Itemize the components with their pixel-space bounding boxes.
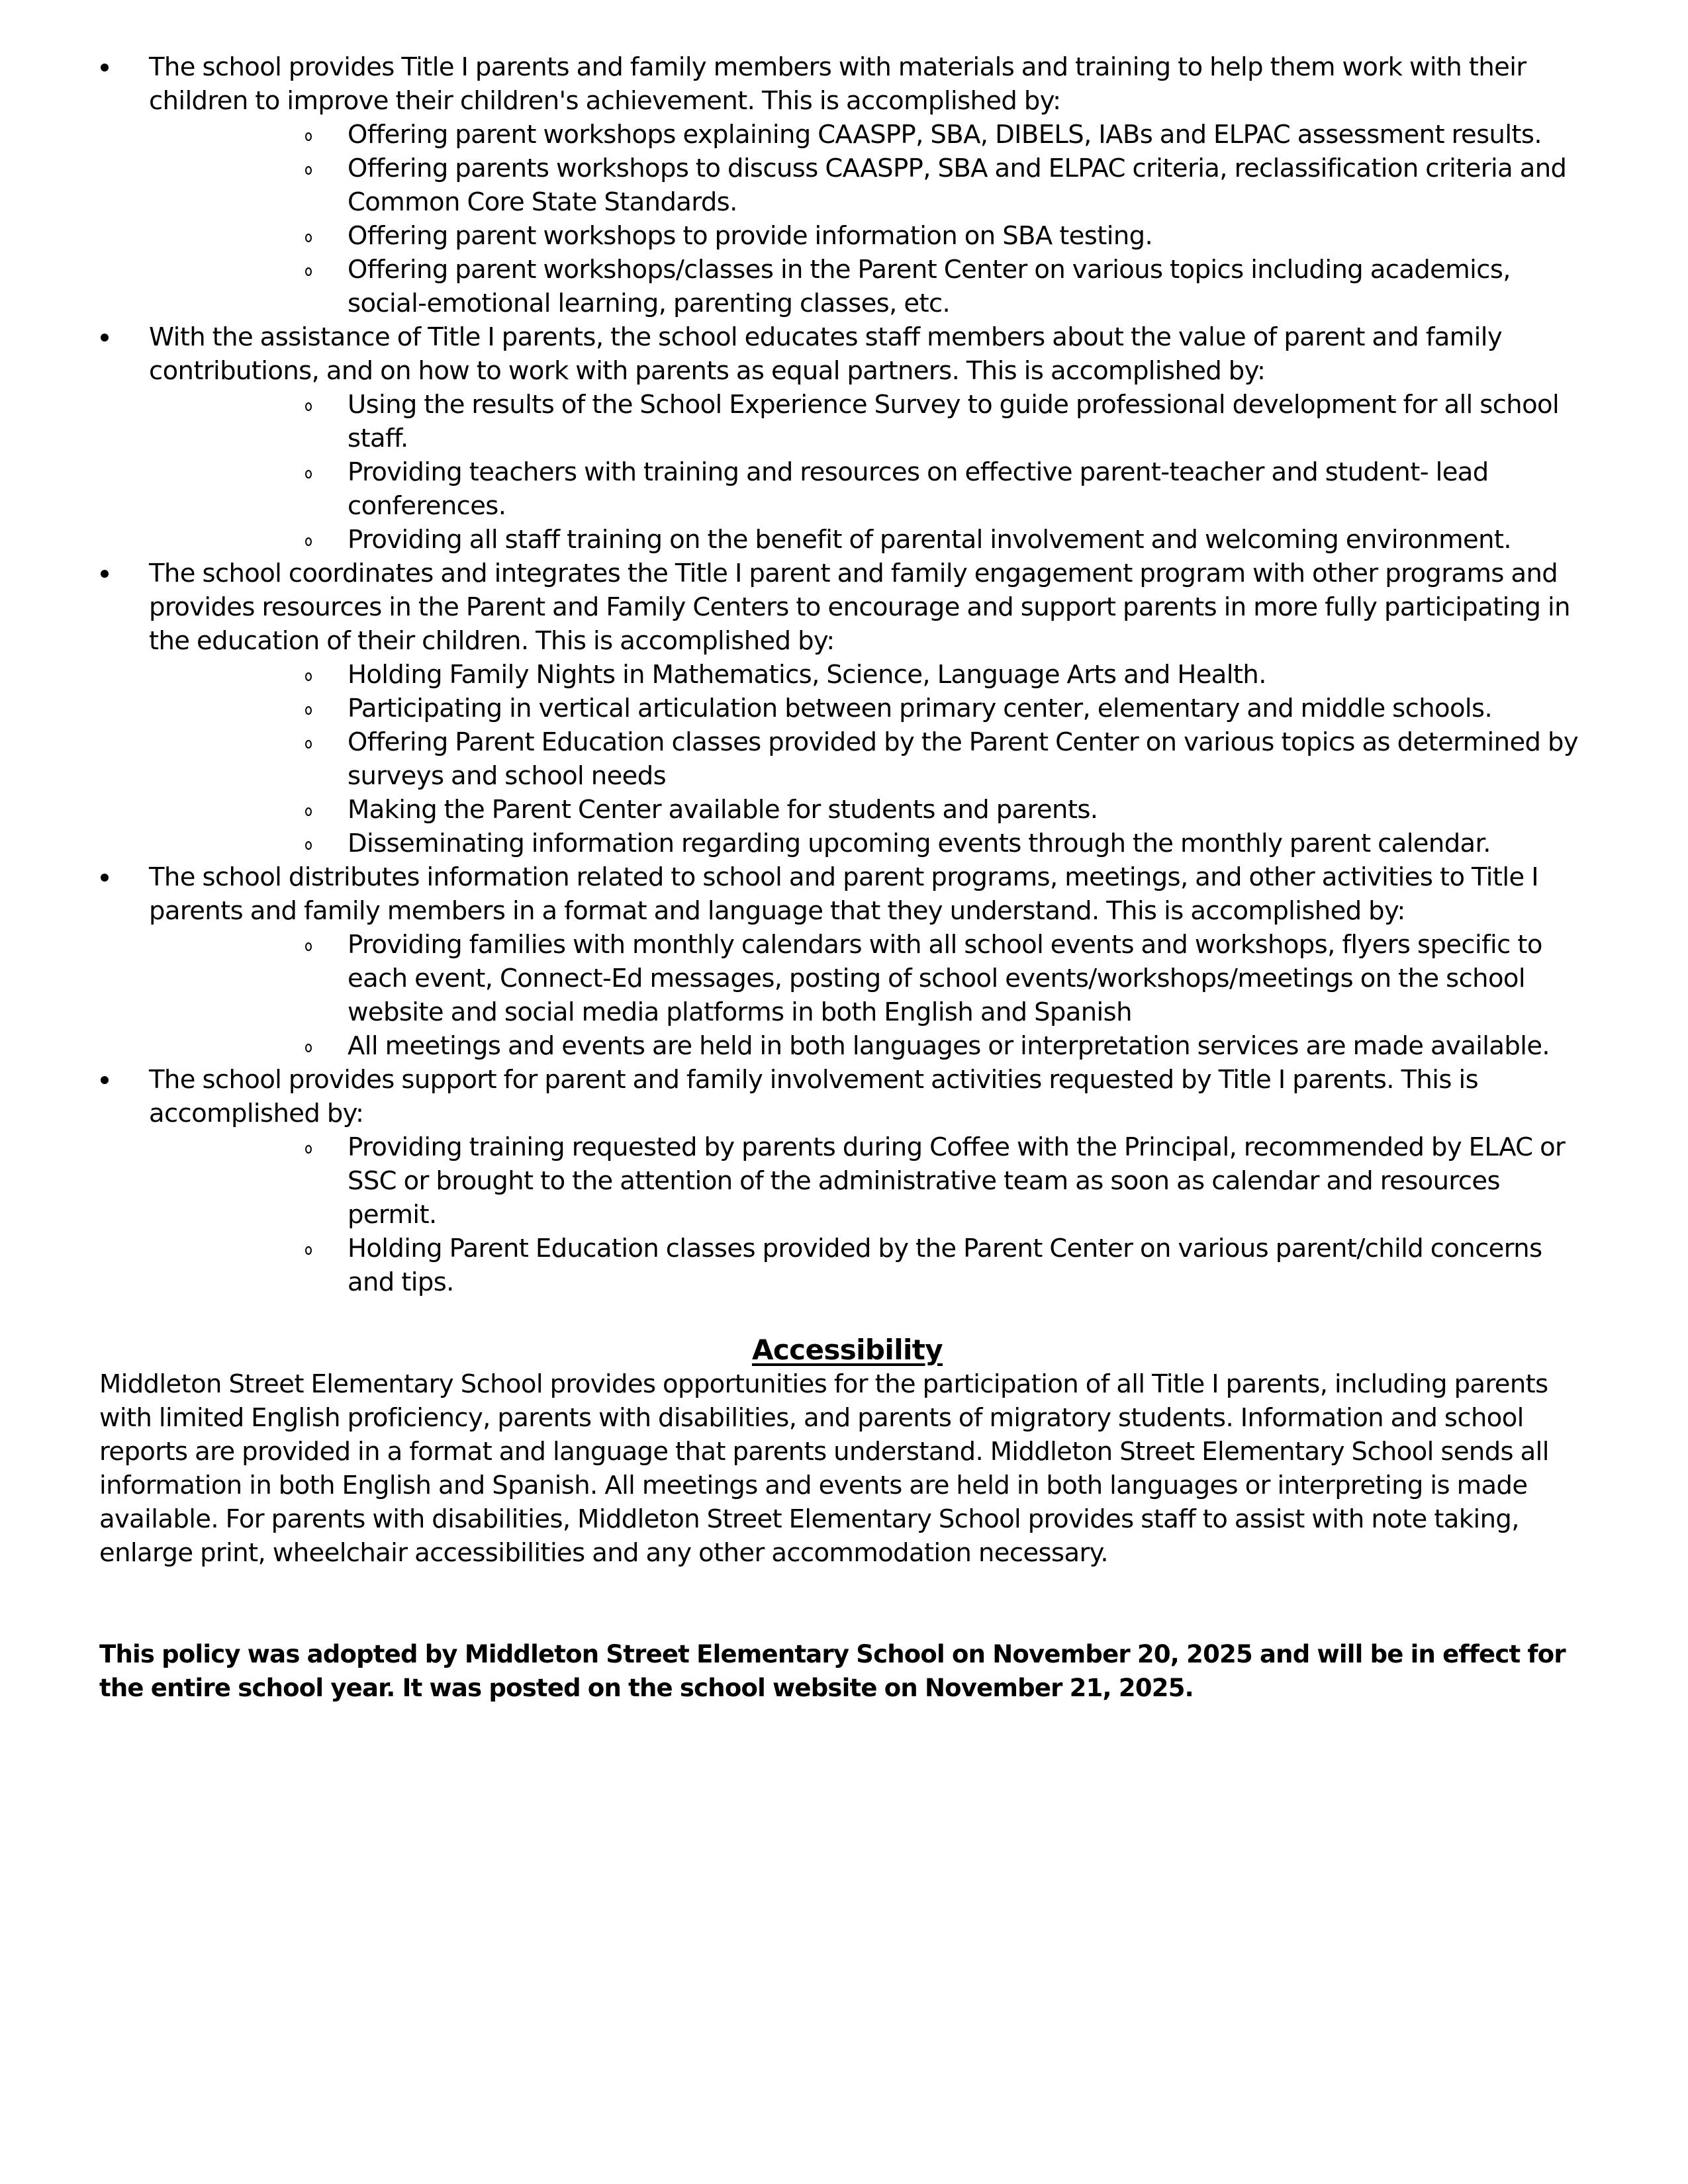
engagement-list [99, 50, 1595, 1299]
sub-list-item-text: Providing teachers with training and resources on effective parent-teacher and student- lead conferences. [348, 457, 1489, 521]
circle-bullet-icon [305, 470, 312, 478]
sub-list-item-text: Using the results of the School Experience Survey to guide professional development for all school staff. [348, 390, 1560, 453]
circle-bullet-icon [305, 1246, 312, 1255]
policy-adoption-note: This policy was adopted by Middleton Street Elementary School on November 20, 2025 and will be in effect for the entire school year. It was posted on the school website on November 21, 2025. [99, 1640, 1566, 1702]
list-item [99, 1063, 1595, 1299]
circle-bullet-icon [305, 1145, 312, 1154]
list-item-text: The school distributes information related to school and parent programs, meetings, and other activities to Title I parents and family members in a format and language that they understand. This is accomplished by: [149, 862, 1538, 926]
bullet-icon [101, 570, 109, 578]
circle-bullet-icon [305, 706, 312, 715]
sub-list-item-text: Participating in vertical articulation between primary center, elementary and middle schools. [348, 694, 1493, 723]
accessibility-paragraph: Middleton Street Elementary School provides opportunities for the participation of all Title I parents, including parents with limited English proficiency, parents with disabilities, and parents of migratory students. Information and school reports are provided in a format and language that parents understand. Middleton Street Elementary School sends all information in both English and Spanish. All meetings and events are held in both languages or interpreting is made available. For parents with disabilities, Middleton Street Elementary School provides staff to assist with note taking, enlarge print, wheelchair accessibilities and any other accommodation necessary. [99, 1369, 1549, 1568]
sub-list-item-text: All meetings and events are held in both languages or interpretation services are made available. [348, 1031, 1550, 1061]
sub-list-item-text: Providing all staff training on the benefit of parental involvement and welcoming environment. [348, 525, 1512, 555]
list-item [99, 860, 1595, 1063]
sub-list-item [149, 1029, 1595, 1063]
sub-list-item [149, 1232, 1595, 1299]
sub-list [149, 1130, 1595, 1299]
sub-list-item [149, 253, 1595, 320]
circle-bullet-icon [305, 942, 312, 951]
circle-bullet-icon [305, 807, 312, 816]
list-item [99, 557, 1595, 860]
sub-list-item-text: Offering parent workshops explaining CAASPP, SBA, DIBELS, IABs and ELPAC assessment results. [348, 120, 1542, 150]
sub-list-item [149, 658, 1595, 692]
sub-list-item [149, 152, 1595, 219]
circle-bullet-icon [305, 402, 312, 411]
circle-bullet-icon [305, 1044, 312, 1052]
sub-list-item-text: Offering parent workshops to provide information on SBA testing. [348, 221, 1153, 251]
bullet-icon [101, 1076, 109, 1084]
sub-list-item [149, 455, 1595, 523]
sub-list [149, 658, 1595, 860]
bullet-icon [101, 64, 109, 71]
sub-list-item-text: Making the Parent Center available for students and parents. [348, 795, 1098, 825]
sub-list [149, 118, 1595, 320]
list-item [99, 50, 1595, 320]
sub-list-item-text: Offering parents workshops to discuss CAASPP, SBA and ELPAC criteria, reclassification criteria and Common Core State Standards. [348, 154, 1567, 217]
sub-list-item [149, 219, 1595, 253]
sub-list-item [149, 928, 1595, 1029]
sub-list-item-text: Providing families with monthly calendars with all school events and workshops, flyers specific to each event, Connect-Ed messages, posting of school events/workshops/meetings on the school website and social media platforms in both English and Spanish [348, 930, 1542, 1027]
list-item-text: With the assistance of Title I parents, the school educates staff members about the value of parent and family contributions, and on how to work with parents as equal partners. This is accomplished by: [149, 322, 1503, 386]
accessibility-heading: Accessibility [751, 1334, 943, 1366]
circle-bullet-icon [305, 132, 312, 141]
circle-bullet-icon [305, 267, 312, 276]
bullet-icon [101, 874, 109, 882]
sub-list-item [149, 1130, 1595, 1232]
circle-bullet-icon [305, 166, 312, 175]
sub-list [149, 388, 1595, 557]
circle-bullet-icon [305, 672, 312, 681]
list-item-text: The school coordinates and integrates the Title I parent and family engagement program with other programs and provides resources in the Parent and Family Centers to encourage and support parents in more fully participating in the education of their children. This is accomplished by: [149, 559, 1570, 656]
circle-bullet-icon [305, 537, 312, 546]
document-page [99, 50, 1595, 1705]
list-item-text: The school provides support for parent and family involvement activities requested by Title I parents. This is accomplished by: [149, 1065, 1479, 1128]
sub-list-item [149, 523, 1595, 557]
list-item-text: The school provides Title I parents and family members with materials and training to help them work with their children to improve their children's achievement. This is accomplished by: [149, 52, 1526, 116]
sub-list-item-text: Providing training requested by parents during Coffee with the Principal, recommended by ELAC or SSC or brought to the attention of the administrative team as soon as calendar and resources permit. [348, 1132, 1566, 1230]
sub-list-item-text: Holding Parent Education classes provided by the Parent Center on various parent/child concerns and tips. [348, 1234, 1542, 1297]
list-item [99, 320, 1595, 557]
sub-list-item [149, 118, 1595, 152]
circle-bullet-icon [305, 234, 312, 242]
sub-list-item-text: Holding Family Nights in Mathematics, Science, Language Arts and Health. [348, 660, 1266, 690]
sub-list-item-text: Disseminating information regarding upcoming events through the monthly parent calendar. [348, 829, 1491, 858]
sub-list-item [149, 793, 1595, 827]
sub-list-item [149, 692, 1595, 725]
bullet-icon [101, 334, 109, 341]
sub-list [149, 928, 1595, 1063]
sub-list-item-text: Offering Parent Education classes provided by the Parent Center on various topics as determined by surveys and school needs [348, 727, 1579, 791]
circle-bullet-icon [305, 841, 312, 850]
sub-list-item-text: Offering parent workshops/classes in the Parent Center on various topics including academics, social-emotional learning, parenting classes, etc. [348, 255, 1511, 318]
circle-bullet-icon [305, 740, 312, 749]
sub-list-item [149, 388, 1595, 455]
sub-list-item [149, 725, 1595, 793]
sub-list-item [149, 827, 1595, 860]
